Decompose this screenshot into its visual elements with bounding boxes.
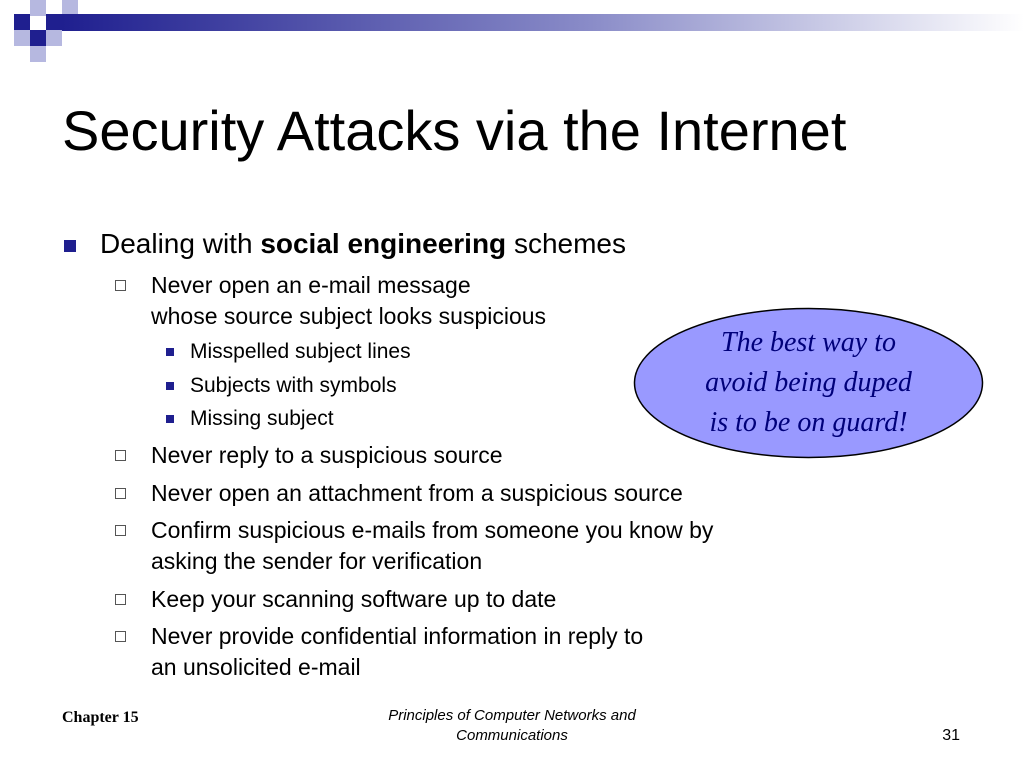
decor-square-7 (30, 46, 46, 62)
footer-course-line: Communications (456, 727, 568, 744)
sub-item-line: Keep your scanning software up to date (151, 586, 557, 612)
main-bullet-prefix: Dealing with (100, 228, 261, 259)
small-square-bullet-icon (166, 382, 174, 390)
decor-square-5 (14, 30, 30, 46)
sub-sub-item: Misspelled subject lines (190, 340, 411, 363)
main-bullet-suffix: schemes (506, 228, 626, 259)
sub-item-line: Never open an attachment from a suspicious source (151, 480, 683, 506)
callout-line: is to be on guard! (709, 407, 908, 438)
small-square-bullet-icon (166, 415, 174, 423)
sub-item-line: Never provide confidential information in reply to (151, 623, 644, 649)
sub-item-line: asking the sender for verification (151, 548, 483, 574)
decor-square-4 (30, 30, 46, 46)
hollow-square-bullet-icon (115, 488, 126, 499)
slide-title: Security Attacks via the Internet (62, 99, 847, 162)
decor-square-3 (46, 14, 62, 30)
sub-item-line: Never reply to a suspicious source (151, 442, 503, 468)
footer-course-line: Principles of Computer Networks and (388, 707, 636, 724)
decor-square-6 (46, 30, 62, 46)
small-square-bullet-icon (166, 348, 174, 356)
square-bullet-icon (64, 240, 76, 252)
main-bullet-bold: social engineering (260, 228, 507, 259)
hollow-square-bullet-icon (115, 450, 126, 461)
callout-line: avoid being duped (705, 367, 912, 398)
callout-text (633, 323, 984, 443)
main-bullet-text (100, 227, 626, 261)
sub-item-line: whose source subject looks suspicious (151, 303, 547, 329)
sub-item-line: an unsolicited e-mail (151, 654, 361, 680)
footer-page-number: 31 (942, 727, 960, 744)
header-gradient-bar (62, 14, 1024, 31)
sub-sub-item: Missing subject (190, 407, 334, 430)
hollow-square-bullet-icon (115, 280, 126, 291)
sub-sub-item: Subjects with symbols (190, 374, 397, 397)
footer-course-title (334, 706, 690, 746)
footer-chapter: Chapter 15 (62, 709, 139, 726)
sub-item-line: Never open an e-mail message (151, 272, 471, 298)
hollow-square-bullet-icon (115, 525, 126, 536)
hollow-square-bullet-icon (115, 631, 126, 642)
callout-line: The best way to (721, 327, 896, 358)
sub-item-line: Confirm suspicious e-mails from someone you know by (151, 517, 714, 543)
hollow-square-bullet-icon (115, 594, 126, 605)
decor-square-2 (30, 0, 46, 16)
decor-square-1 (14, 14, 30, 30)
